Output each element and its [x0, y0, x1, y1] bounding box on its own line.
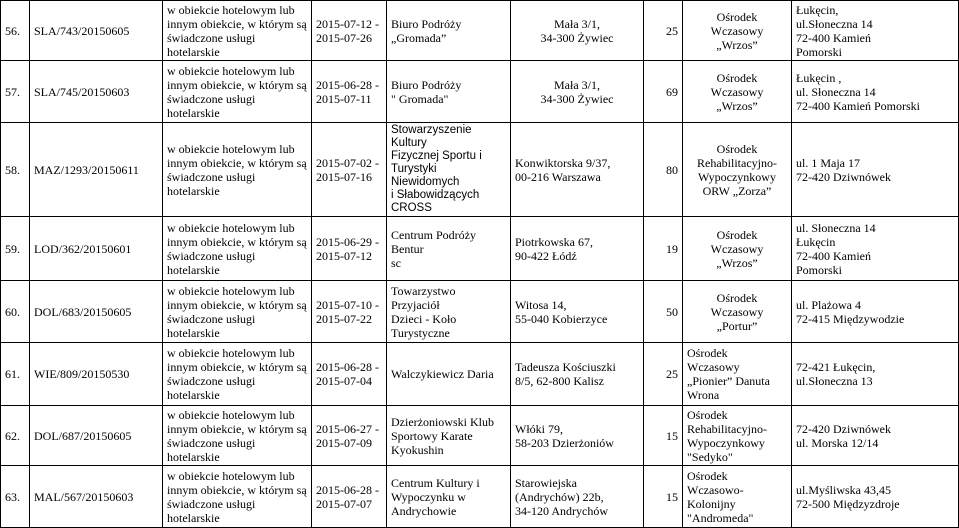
registration-id: SLA/745/20150603	[30, 61, 163, 123]
venue-name: Ośrodek Wczasowy „Portur”	[683, 281, 792, 343]
participant-count: 15	[644, 406, 683, 466]
accommodation-type: w obiekcie hotelowym lub innym obiekcie, w którym są świadczone usługi hotelarskie	[163, 343, 312, 406]
table-row	[1, 406, 959, 466]
date-range: 2015-07-02 - 2015-07-16	[312, 123, 387, 217]
row-number: 62.	[1, 406, 30, 466]
date-range: 2015-06-28 - 2015-07-11	[312, 61, 387, 123]
venue-name: Ośrodek Rehabilitacyjno- Wypoczynkowy "Sedyko"	[683, 406, 792, 466]
venue-location: 72-420 Dziwnówek ul. Morska 12/14	[792, 406, 959, 466]
date-range: 2015-06-28 - 2015-07-07	[312, 466, 387, 528]
venue-name: Ośrodek Wczasowy „Wrzos”	[683, 1, 792, 61]
participant-count: 50	[644, 281, 683, 343]
venue-name: Ośrodek Wczasowy „Wrzos”	[683, 61, 792, 123]
participant-count: 69	[644, 61, 683, 123]
organizer-address: Piotrkowska 67, 90-422 Łódź	[511, 217, 644, 281]
organizer-address: Tadeusza Kościuszki 8/5, 62-800 Kalisz	[511, 343, 644, 406]
accommodation-type: w obiekcie hotelowym lub innym obiekcie, w którym są świadczone usługi hotelarskie	[163, 217, 312, 281]
date-range: 2015-07-10 - 2015-07-22	[312, 281, 387, 343]
organizer-name: Centrum Podróży Bentur sc	[387, 217, 511, 281]
accommodation-type: w obiekcie hotelowym lub innym obiekcie, w którym są świadczone usługi hotelarskie	[163, 406, 312, 466]
venue-location: Łukęcin, ul.Słoneczna 14 72-400 Kamień Pomorski	[792, 1, 959, 61]
row-number: 59.	[1, 217, 30, 281]
organizer-address: Witosa 14, 55-040 Kobierzyce	[511, 281, 644, 343]
organizer-name: Walczykiewicz Daria	[387, 343, 511, 406]
organizer-address: Mała 3/1, 34-300 Żywiec	[511, 61, 644, 123]
organizer-address: Starowiejska (Andrychów) 22b, 34-120 Andrychów	[511, 466, 644, 528]
table-row	[1, 466, 959, 528]
row-number: 57.	[1, 61, 30, 123]
registration-id: MAL/567/20150603	[30, 466, 163, 528]
venue-location: 72-421 Łukęcin, ul.Słoneczna 13	[792, 343, 959, 406]
row-number: 61.	[1, 343, 30, 406]
venue-location: ul. 1 Maja 17 72-420 Dziwnówek	[792, 123, 959, 217]
date-range: 2015-07-12 - 2015-07-26	[312, 1, 387, 61]
venue-name: Ośrodek Rehabilitacyjno- Wypoczynkowy ORW „Zorza”	[683, 123, 792, 217]
table-row	[1, 1, 959, 61]
organizer-name: Centrum Kultury i Wypoczynku w Andrychowie	[387, 466, 511, 528]
date-range: 2015-06-28 - 2015-07-04	[312, 343, 387, 406]
participant-count: 25	[644, 1, 683, 61]
row-number: 63.	[1, 466, 30, 528]
organizer-name: Dzierżoniowski Klub Sportowy Karate Kyokushin	[387, 406, 511, 466]
date-range: 2015-06-29 - 2015-07-12	[312, 217, 387, 281]
organizer-address: Mała 3/1, 34-300 Żywiec	[511, 1, 644, 61]
table-row	[1, 61, 959, 123]
registration-id: SLA/743/20150605	[30, 1, 163, 61]
row-number: 60.	[1, 281, 30, 343]
participant-count: 25	[644, 343, 683, 406]
venue-name: Ośrodek Wczasowo- Kolonijny "Andromeda"	[683, 466, 792, 528]
organizer-address: Włóki 79, 58-203 Dzierżoniów	[511, 406, 644, 466]
organizer-name: Biuro Podróży „Gromada”	[387, 1, 511, 61]
registration-id: LOD/362/20150601	[30, 217, 163, 281]
venue-location: ul. Plażowa 4 72-415 Międzywodzie	[792, 281, 959, 343]
venue-location: ul.Myśliwska 43,45 72-500 Międzyzdroje	[792, 466, 959, 528]
participant-count: 19	[644, 217, 683, 281]
registration-id: MAZ/1293/20150611	[30, 123, 163, 217]
accommodation-type: w obiekcie hotelowym lub innym obiekcie, w którym są świadczone usługi hotelarskie	[163, 281, 312, 343]
accommodation-type: w obiekcie hotelowym lub innym obiekcie, w którym są świadczone usługi hotelarskie	[163, 1, 312, 61]
organizer-name: Stowarzyszenie Kultury Fizycznej Sportu i Turystyki Niewidomych i Słabowidzących CROSS	[387, 123, 511, 217]
row-number: 56.	[1, 1, 30, 61]
organizer-address: Konwiktorska 9/37, 00-216 Warszawa	[511, 123, 644, 217]
venue-location: Łukęcin , ul. Słoneczna 14 72-400 Kamień Pomorski	[792, 61, 959, 123]
table-row	[1, 343, 959, 406]
organizer-name: Towarzystwo Przyjaciół Dzieci - Koło Turystyczne	[387, 281, 511, 343]
participant-count: 80	[644, 123, 683, 217]
table-row	[1, 217, 959, 281]
accommodation-type: w obiekcie hotelowym lub innym obiekcie, w którym są świadczone usługi hotelarskie	[163, 466, 312, 528]
accommodation-type: w obiekcie hotelowym lub innym obiekcie, w którym są świadczone usługi hotelarskie	[163, 123, 312, 217]
organizer-name: Biuro Podróży " Gromada"	[387, 61, 511, 123]
accommodation-type: w obiekcie hotelowym lub innym obiekcie, w którym są świadczone usługi hotelarskie	[163, 61, 312, 123]
venue-name: Ośrodek Wczasowy „Pionier” Danuta Wrona	[683, 343, 792, 406]
registration-id: WIE/809/20150530	[30, 343, 163, 406]
participant-count: 15	[644, 466, 683, 528]
registration-id: DOL/683/20150605	[30, 281, 163, 343]
venue-name: Ośrodek Wczasowy „Wrzos”	[683, 217, 792, 281]
row-number: 58.	[1, 123, 30, 217]
table-row	[1, 281, 959, 343]
registration-id: DOL/687/20150605	[30, 406, 163, 466]
date-range: 2015-06-27 - 2015-07-09	[312, 406, 387, 466]
venue-location: ul. Słoneczna 14 Łukęcin 72-400 Kamień Pomorski	[792, 217, 959, 281]
table-row	[1, 123, 959, 217]
